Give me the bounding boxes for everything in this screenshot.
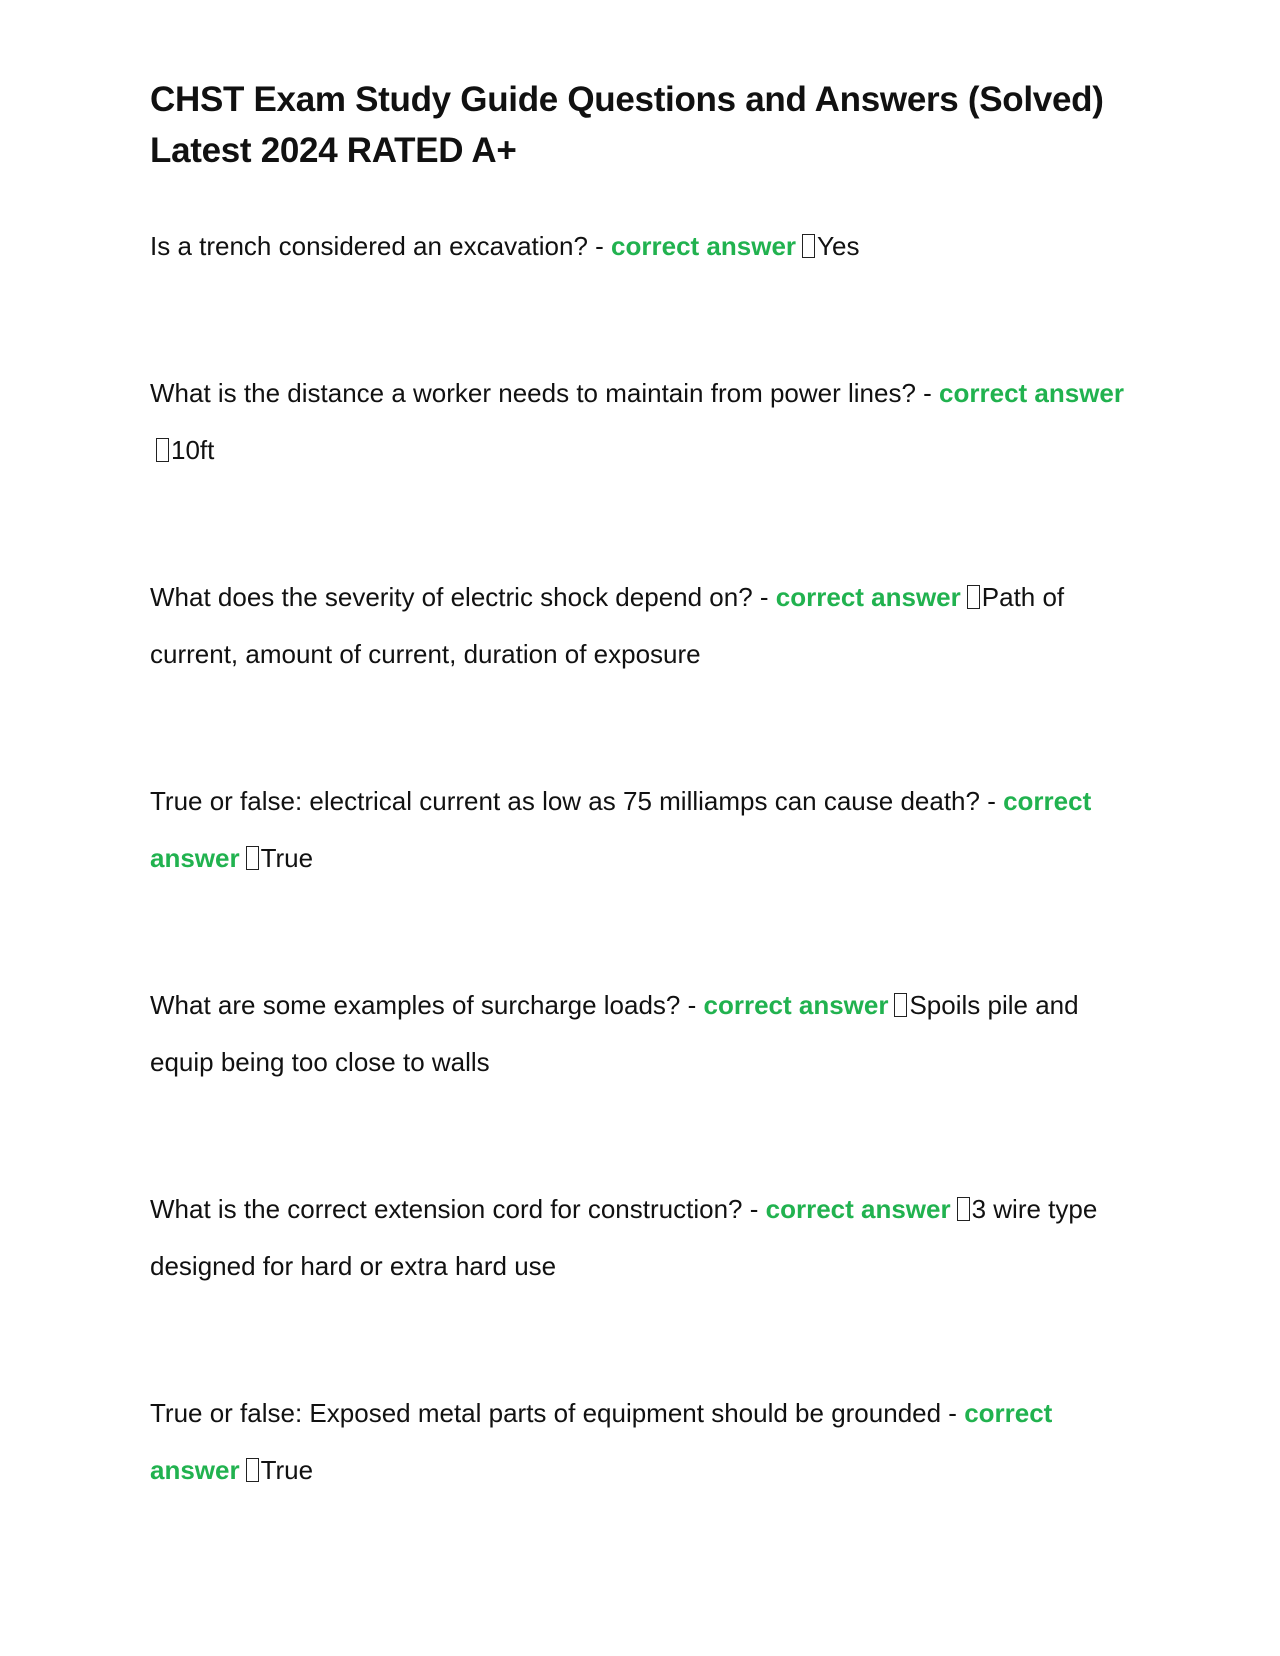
missing-glyph-icon [967, 585, 980, 609]
missing-glyph-icon [894, 993, 907, 1017]
qa-item [150, 1385, 1130, 1499]
correct-answer-label: correct answer [939, 378, 1125, 408]
question-text: What is the correct extension cord for construction? [150, 1194, 743, 1224]
missing-glyph-icon [156, 438, 169, 462]
correct-answer-label: correct answer [150, 1398, 1053, 1485]
correct-answer-label: correct answer [703, 990, 889, 1020]
separator: - [680, 990, 704, 1020]
answer-text: 3 wire type designed for hard or extra hard use [150, 1194, 1098, 1281]
qa-item [150, 365, 1130, 479]
question-text: True or false: Exposed metal parts of equipment should be grounded [150, 1398, 942, 1428]
qa-list [150, 218, 1130, 1499]
correct-answer-label: correct answer [150, 786, 1092, 873]
question-text: What are some examples of surcharge loads? [150, 990, 681, 1020]
answer-text: True [260, 1455, 314, 1485]
answer-text: Path of current, amount of current, duration of exposure [150, 582, 1065, 669]
question-text: What is the distance a worker needs to maintain from power lines? [150, 378, 916, 408]
qa-item [150, 569, 1130, 683]
separator: - [941, 1398, 965, 1428]
correct-answer-label: correct answer [611, 231, 797, 261]
separator: - [742, 1194, 766, 1224]
question-text: Is a trench considered an excavation? [150, 231, 588, 261]
correct-answer-label: correct answer [765, 1194, 951, 1224]
qa-item [150, 977, 1130, 1091]
answer-text: Spoils pile and equip being too close to walls [150, 990, 1079, 1077]
missing-glyph-icon [957, 1197, 970, 1221]
question-text: What does the severity of electric shock depend on? [150, 582, 753, 612]
separator: - [979, 786, 1004, 816]
answer-text: True [260, 843, 314, 873]
document-page [150, 74, 1130, 1499]
answer-text: 10ft [171, 435, 215, 465]
qa-item [150, 1181, 1130, 1295]
missing-glyph-icon [802, 234, 815, 258]
qa-item [150, 773, 1130, 887]
separator: - [915, 378, 940, 408]
answer-text: Yes [817, 231, 860, 261]
question-text: True or false: electrical current as low as 75 milliamps can cause death? [150, 786, 980, 816]
missing-glyph-icon [246, 1458, 259, 1482]
document-title: CHST Exam Study Guide Questions and Answers (Solved) Latest 2024 RATED A+ [150, 80, 1104, 170]
separator: - [752, 582, 776, 612]
missing-glyph-icon [246, 846, 259, 870]
qa-item [150, 218, 1130, 275]
correct-answer-label: correct answer [775, 582, 961, 612]
separator: - [587, 231, 612, 261]
